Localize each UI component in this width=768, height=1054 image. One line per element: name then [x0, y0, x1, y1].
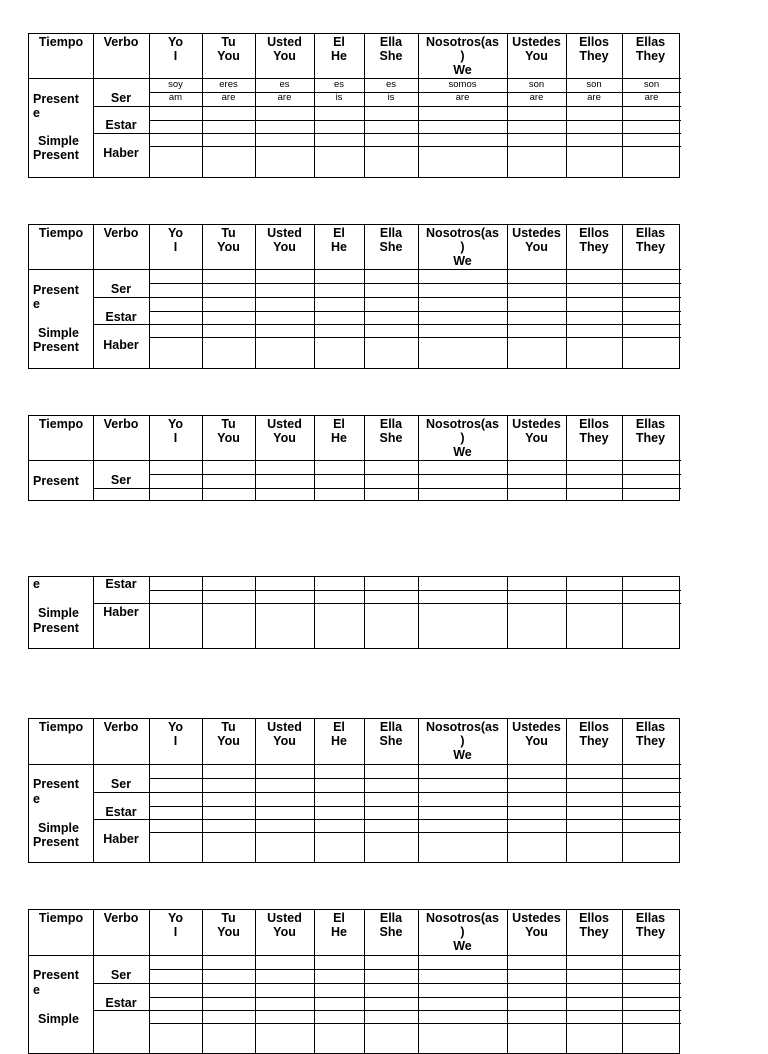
header-usted: Usted You [267, 720, 302, 748]
header-el: El He [331, 911, 347, 939]
header-usted: Usted You [267, 35, 302, 63]
header-tiempo: Tiempo [38, 720, 84, 734]
header-nosotros: Nosotros(as ) We [426, 417, 499, 459]
tense-simple-label: Simple [38, 134, 79, 148]
tense-present-label: Present [33, 283, 79, 297]
header-yo: Yo I [167, 35, 184, 63]
header-ella: Ella She [379, 720, 403, 748]
header-el: El He [331, 226, 347, 254]
header-ellas: Ellas They [635, 226, 666, 254]
verb-estar: Estar [105, 118, 137, 132]
verb-ser: Ser [110, 473, 132, 487]
header-ellas: Ellas They [635, 720, 666, 748]
header-yo: Yo I [167, 226, 184, 254]
header-tu: Tu You [217, 911, 240, 939]
header-tiempo: Tiempo [38, 35, 84, 49]
header-tiempo: Tiempo [38, 226, 84, 240]
header-ellos: Ellos They [579, 720, 609, 748]
ser-el-spanish: es [333, 79, 345, 90]
header-yo: Yo I [167, 720, 184, 748]
header-ellos: Ellos They [579, 226, 609, 254]
header-ustedes: Ustedes You [512, 417, 561, 445]
header-ellas: Ellas They [635, 417, 666, 445]
ser-ellos-english: are [587, 92, 601, 103]
header-ella: Ella She [379, 35, 403, 63]
ser-yo-english: am [168, 92, 183, 103]
header-nosotros: Nosotros(as ) We [426, 911, 499, 953]
tense-present-en-label: Present [33, 621, 79, 635]
ser-ella-english: is [387, 92, 395, 103]
header-el: El He [331, 720, 347, 748]
ser-ustedes-spanish: son [528, 79, 545, 90]
tense-present-suffix: e [33, 577, 40, 591]
tense-present-en-label: Present [33, 148, 79, 162]
header-ella: Ella She [379, 417, 403, 445]
header-nosotros: Nosotros(as ) We [426, 226, 499, 268]
tense-present-suffix: e [33, 106, 40, 120]
header-verbo: Verbo [103, 417, 139, 431]
header-usted: Usted You [267, 911, 302, 939]
verb-estar: Estar [105, 805, 137, 819]
header-yo: Yo I [167, 417, 184, 445]
tense-simple-label: Simple [38, 1012, 79, 1026]
tense-present-en-label: Present [33, 835, 79, 849]
header-ustedes: Ustedes You [512, 226, 561, 254]
ser-tu-english: are [221, 92, 236, 103]
ser-nosotros-spanish: somos [448, 79, 477, 90]
header-ellos: Ellos They [579, 35, 609, 63]
ser-ellos-spanish: son [586, 79, 602, 90]
header-el: El He [331, 417, 347, 445]
header-tu: Tu You [217, 35, 240, 63]
header-tu: Tu You [217, 417, 240, 445]
verb-haber: Haber [103, 832, 139, 846]
tense-present-en-label: Present [33, 340, 79, 354]
tense-present-label: Present [33, 474, 79, 488]
tense-simple-label: Simple [38, 606, 79, 620]
header-verbo: Verbo [103, 911, 139, 925]
tense-simple-label: Simple [38, 326, 79, 340]
conjugation-table-3 [28, 415, 680, 501]
conjugation-table-4 [28, 718, 680, 863]
ser-yo-spanish: soy [168, 79, 183, 90]
header-ella: Ella She [379, 911, 403, 939]
tense-present-suffix: e [33, 983, 40, 997]
header-ellas: Ellas They [635, 35, 666, 63]
header-verbo: Verbo [103, 35, 139, 49]
tense-present-suffix: e [33, 792, 40, 806]
header-tu: Tu You [217, 226, 240, 254]
header-tiempo: Tiempo [38, 911, 84, 925]
verb-estar: Estar [105, 310, 137, 324]
header-ellos: Ellos They [579, 911, 609, 939]
tense-simple-label: Simple [38, 821, 79, 835]
header-tiempo: Tiempo [38, 417, 84, 431]
header-usted: Usted You [267, 226, 302, 254]
conjugation-table-5 [28, 909, 680, 1054]
ser-ustedes-english: are [529, 92, 544, 103]
ser-usted-spanish: es [279, 79, 290, 90]
verb-haber: Haber [103, 146, 139, 160]
header-nosotros: Nosotros(as ) We [426, 720, 499, 762]
ser-el-english: is [335, 92, 343, 103]
verb-ser: Ser [110, 968, 132, 982]
conjugation-table-2 [28, 224, 680, 369]
tense-present-suffix: e [33, 297, 40, 311]
verb-ser: Ser [110, 91, 132, 105]
header-usted: Usted You [267, 417, 302, 445]
header-yo: Yo I [167, 911, 184, 939]
header-ella: Ella She [379, 226, 403, 254]
header-el: El He [331, 35, 347, 63]
header-verbo: Verbo [103, 720, 139, 734]
ser-usted-english: are [277, 92, 292, 103]
tense-present-label: Present [33, 777, 79, 791]
verb-ser: Ser [110, 282, 132, 296]
header-ustedes: Ustedes You [512, 35, 561, 63]
ser-ellas-spanish: son [643, 79, 660, 90]
ser-tu-spanish: eres [219, 79, 238, 90]
verb-haber: Haber [103, 605, 139, 619]
verb-estar: Estar [105, 996, 137, 1010]
header-tu: Tu You [217, 720, 240, 748]
header-ustedes: Ustedes You [512, 720, 561, 748]
ser-nosotros-english: are [455, 92, 470, 103]
verb-ser: Ser [110, 777, 132, 791]
conjugation-table-1 [28, 33, 680, 178]
verb-estar: Estar [105, 577, 137, 591]
ser-ellas-english: are [644, 92, 659, 103]
header-ellos: Ellos They [579, 417, 609, 445]
verb-haber: Haber [103, 338, 139, 352]
header-ellas: Ellas They [635, 911, 666, 939]
header-ustedes: Ustedes You [512, 911, 561, 939]
ser-ella-spanish: es [385, 79, 397, 90]
header-nosotros: Nosotros(as ) We [426, 35, 499, 77]
conjugation-table-3-continued [28, 576, 680, 649]
tense-present-label: Present [33, 968, 79, 982]
tense-present-label: Present [33, 92, 79, 106]
header-verbo: Verbo [103, 226, 139, 240]
